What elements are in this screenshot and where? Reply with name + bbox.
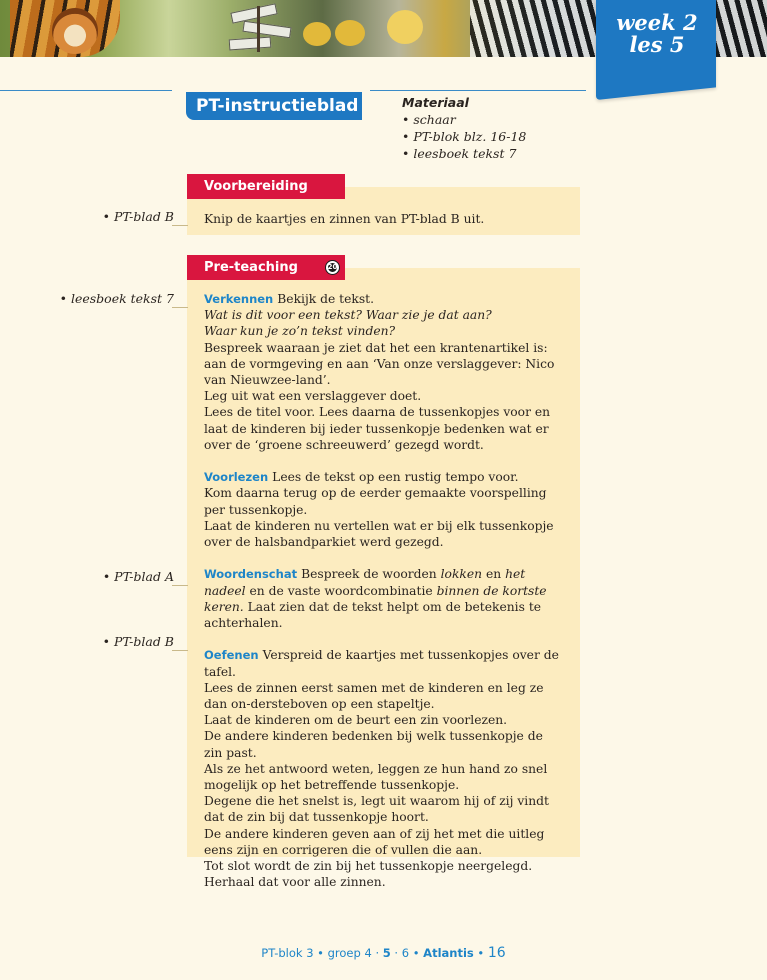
footer-brand: Atlantis (423, 946, 474, 960)
side-note-pt-blad-a: • PT-blad A (103, 568, 174, 585)
tiger-face-image (52, 8, 98, 54)
preteaching-text (204, 291, 564, 890)
voorlezen-line (204, 469, 564, 485)
text-span: Laat zien dat de tekst helpt om de betekenis te achterhalen. (204, 599, 542, 631)
text-span: Verspreid de kaartjes met tussenkopjes over de tafel. (204, 648, 559, 679)
voorbereiding-instruction: Knip de kaartjes en zinnen van PT-blad B uit. (204, 212, 485, 226)
materials-heading: Materiaal (402, 95, 469, 110)
footer-block: PT-blok 3 (261, 946, 314, 960)
oefenen-line: De andere kinderen geven aan of zij het met die uitleg eens zijn en corrigeren die of vullen die aan. (204, 826, 545, 857)
text-span: Bekijk de tekst. (277, 292, 375, 306)
side-note-pt-blad-b: • PT-blad B (103, 208, 174, 225)
signpost-image (225, 2, 295, 52)
title-rule-left (0, 90, 172, 91)
voorlezen-line: Kom daarna terug op de eerder gemaakte voorspelling per tussenkopje. (204, 486, 547, 517)
footer-group-suffix: · 6 (390, 946, 410, 960)
woordenschat-keyword: Woordenschat (204, 567, 298, 582)
oefenen-line: De andere kinderen bedenken bij welk tussenkopje de zin past. (204, 729, 543, 760)
side-note-rule (172, 225, 188, 226)
woordenschat-line (204, 566, 564, 631)
ducklings-image (295, 10, 435, 57)
vocab-word: het nadeel (204, 567, 526, 598)
verkennen-line: Lees de titel voor. Lees daarna de tussenkopjes voor en laat de kinderen bij ieder tussenkopje bedenken wat er over de ‘groene schreeuwerd’ gezegd wordt. (204, 405, 551, 452)
week-label: week 2 (616, 10, 698, 35)
verkennen-line: Leg uit wat een verslaggever doet. (204, 389, 422, 404)
oefenen-keyword: Oefenen (204, 648, 259, 663)
preteaching-heading: Pre-teaching (204, 260, 298, 275)
page-footer: PT-blok 3 • groep 4 · 5 · 6 • Atlantis • 16 (261, 945, 506, 961)
text-span: en de vaste woordcombinatie (245, 583, 437, 598)
materials-item: • schaar (402, 111, 526, 128)
footer-group-prefix: groep 4 · (327, 946, 383, 960)
vocab-word: binnen de kortste keren. (204, 583, 547, 614)
side-note-rule (172, 307, 188, 308)
oefenen-line: Als ze het antwoord weten, leggen ze hun hand zo snel mogelijk op het betreffende tussenkopje. (204, 761, 548, 793)
oefenen-line (204, 647, 564, 679)
text-span: Bespreek de woorden (301, 567, 441, 582)
verkennen-question: Wat is dit voor een tekst? Waar zie je dat aan? (204, 308, 492, 323)
page-title: PT-instructieblad (186, 92, 362, 120)
minutes-badge-icon: 20 (326, 261, 339, 274)
voorlezen-line: Laat de kinderen nu vertellen wat er bij elk tussenkopje over de halsbandparkiet werd gezegd. (204, 518, 554, 550)
title-rule-right (370, 90, 586, 91)
verkennen-question: Waar kun je zo’n tekst vinden? (204, 324, 396, 339)
materials-list (402, 94, 526, 162)
voorbereiding-heading: Voorbereiding (187, 174, 345, 199)
vocab-word: lokken (440, 567, 483, 582)
voorlezen-keyword: Voorlezen (204, 470, 269, 485)
lesson-label: les 5 (629, 32, 685, 57)
text-span: Lees de tekst op een rustig tempo voor. (272, 470, 519, 485)
oefenen-line: Tot slot wordt de zin bij het tussenkopje neergelegd. (204, 859, 533, 874)
preteaching-heading-bar (187, 255, 345, 280)
oefenen-line: Lees de zinnen eerst samen met de kinderen en leg ze dan on-dersteboven op een stapeltje. (204, 680, 544, 712)
side-note-pt-blad-b: • PT-blad B (103, 633, 174, 650)
text-span: en (482, 567, 506, 582)
week-lesson-label (605, 12, 709, 56)
verkennen-keyword: Verkennen (204, 292, 274, 306)
oefenen-line: Herhaal dat voor alle zinnen. (204, 875, 386, 890)
side-note-rule (172, 585, 188, 586)
materials-item: • leesboek tekst 7 (402, 145, 526, 162)
footer-group-current: 5 (382, 946, 391, 960)
oefenen-line: Laat de kinderen om de beurt een zin voorlezen. (204, 713, 508, 728)
oefenen-line: Degene die het snelst is, legt uit waarom hij of zij vindt dat de zin bij dat tussenkopje hoort. (204, 794, 549, 825)
side-note-leesboek: • leesboek tekst 7 (60, 290, 174, 307)
side-note-rule (172, 650, 188, 651)
voorbereiding-text (204, 211, 564, 227)
verkennen-line (204, 291, 564, 307)
verkennen-line: Bespreek waaraan je ziet dat het een krantenartikel is: aan de vormgeving en aan ‘Van onze verslaggever: Nico van Nieuwzee-land’. (204, 340, 555, 388)
page-number: 16 (487, 945, 506, 961)
materials-item: • PT-blok blz. 16-18 (402, 128, 526, 145)
